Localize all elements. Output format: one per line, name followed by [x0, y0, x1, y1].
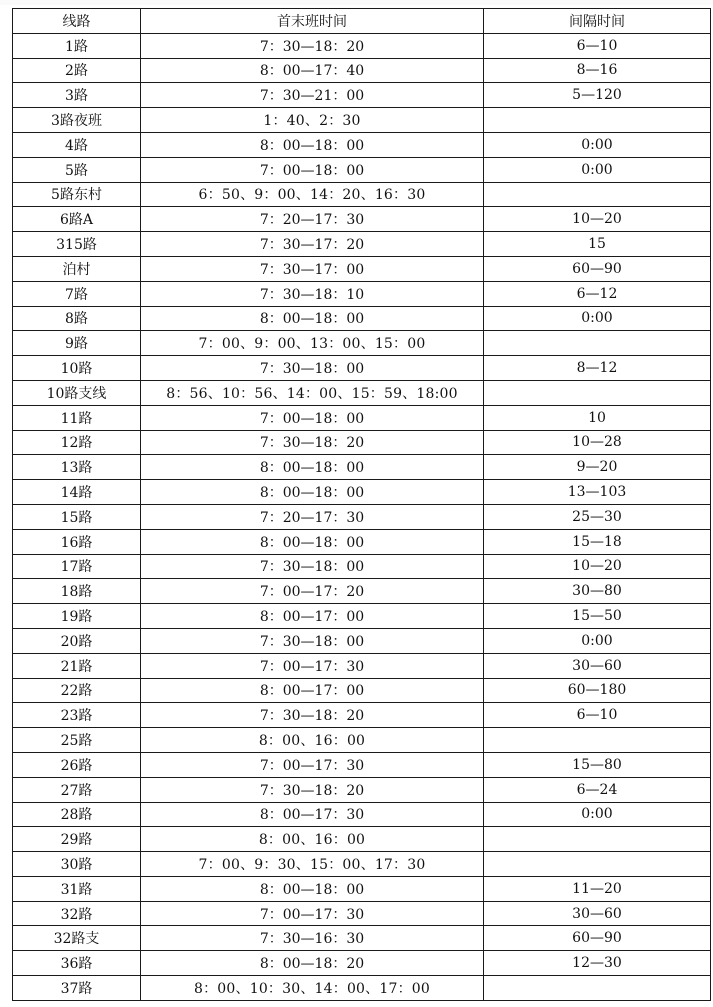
times-cell: 8：00—18：00 — [141, 306, 484, 331]
table-row — [13, 752, 711, 777]
route-cell: 32路支 — [13, 926, 141, 951]
route-cell: 26路 — [13, 752, 141, 777]
route-cell: 28路 — [13, 802, 141, 827]
interval-cell — [484, 380, 711, 405]
table-row — [13, 728, 711, 753]
table-row — [13, 83, 711, 108]
interval-cell: 15 — [484, 232, 711, 257]
interval-cell: 5—120 — [484, 83, 711, 108]
times-cell: 7：30—18：00 — [141, 554, 484, 579]
interval-cell: 30—60 — [484, 901, 711, 926]
table-row — [13, 256, 711, 281]
times-cell: 7：30—18：10 — [141, 281, 484, 306]
interval-cell: 30—80 — [484, 579, 711, 604]
interval-cell: 0:00 — [484, 157, 711, 182]
times-cell: 7：30—18：00 — [141, 356, 484, 381]
table-row — [13, 827, 711, 852]
interval-cell: 10—20 — [484, 554, 711, 579]
header-times: 首末班时间 — [141, 9, 484, 34]
times-cell: 8：00—17：00 — [141, 678, 484, 703]
table-row — [13, 58, 711, 83]
table-row — [13, 554, 711, 579]
times-cell: 7：20—17：30 — [141, 504, 484, 529]
times-cell: 8：00—18：20 — [141, 951, 484, 976]
interval-cell: 10—28 — [484, 430, 711, 455]
table-row — [13, 207, 711, 232]
interval-cell: 10—20 — [484, 207, 711, 232]
times-cell: 8：00、16：00 — [141, 827, 484, 852]
times-cell: 7：00、9：00、13：00、15：00 — [141, 331, 484, 356]
times-cell: 7：00—17：30 — [141, 901, 484, 926]
route-cell: 25路 — [13, 728, 141, 753]
route-cell: 31路 — [13, 876, 141, 901]
interval-cell: 15—80 — [484, 752, 711, 777]
times-cell: 8：00—17：40 — [141, 58, 484, 83]
interval-cell: 60—90 — [484, 926, 711, 951]
interval-cell: 9—20 — [484, 455, 711, 480]
route-cell: 30路 — [13, 852, 141, 877]
times-cell: 1：40、2：30 — [141, 108, 484, 133]
route-cell: 20路 — [13, 628, 141, 653]
times-cell: 8：00—18：00 — [141, 876, 484, 901]
route-cell: 3路 — [13, 83, 141, 108]
table-row — [13, 232, 711, 257]
interval-cell — [484, 827, 711, 852]
route-cell: 19路 — [13, 604, 141, 629]
interval-cell: 6—12 — [484, 281, 711, 306]
times-cell: 7：30—18：00 — [141, 628, 484, 653]
interval-cell: 12—30 — [484, 951, 711, 976]
route-cell: 5路 — [13, 157, 141, 182]
times-cell: 6：50、9：00、14：20、16：30 — [141, 182, 484, 207]
table-row — [13, 802, 711, 827]
table-row — [13, 455, 711, 480]
table-row — [13, 33, 711, 58]
route-cell: 10路 — [13, 356, 141, 381]
times-cell: 7：30—21：00 — [141, 83, 484, 108]
table-row — [13, 976, 711, 1001]
route-cell: 4路 — [13, 132, 141, 157]
times-cell: 7：00—18：00 — [141, 405, 484, 430]
interval-cell: 25—30 — [484, 504, 711, 529]
interval-cell — [484, 182, 711, 207]
route-cell: 17路 — [13, 554, 141, 579]
interval-cell: 60—180 — [484, 678, 711, 703]
route-cell: 9路 — [13, 331, 141, 356]
route-cell: 12路 — [13, 430, 141, 455]
times-cell: 7：30—18：20 — [141, 703, 484, 728]
interval-cell — [484, 976, 711, 1001]
route-cell: 7路 — [13, 281, 141, 306]
times-cell: 8：00—18：00 — [141, 455, 484, 480]
interval-cell: 13—103 — [484, 480, 711, 505]
interval-cell — [484, 108, 711, 133]
interval-cell: 30—60 — [484, 653, 711, 678]
times-cell: 7：00—17：20 — [141, 579, 484, 604]
times-cell: 8：00—17：00 — [141, 604, 484, 629]
top-edge-strip — [0, 0, 713, 5]
table-row — [13, 876, 711, 901]
route-cell: 3路夜班 — [13, 108, 141, 133]
table-row — [13, 430, 711, 455]
table-row — [13, 852, 711, 877]
route-cell: 18路 — [13, 579, 141, 604]
route-cell: 15路 — [13, 504, 141, 529]
route-cell: 10路支线 — [13, 380, 141, 405]
route-cell: 29路 — [13, 827, 141, 852]
times-cell: 7：30—16：30 — [141, 926, 484, 951]
times-cell: 7：30—17：20 — [141, 232, 484, 257]
interval-cell — [484, 852, 711, 877]
times-cell: 8：00、16：00 — [141, 728, 484, 753]
table-row — [13, 628, 711, 653]
route-cell: 14路 — [13, 480, 141, 505]
table-row — [13, 132, 711, 157]
interval-cell — [484, 728, 711, 753]
route-cell: 13路 — [13, 455, 141, 480]
table-row — [13, 926, 711, 951]
table-row — [13, 703, 711, 728]
table-row — [13, 306, 711, 331]
interval-cell: 60—90 — [484, 256, 711, 281]
interval-cell: 0:00 — [484, 628, 711, 653]
route-cell: 16路 — [13, 529, 141, 554]
route-cell: 1路 — [13, 33, 141, 58]
bus-schedule-table — [12, 8, 711, 1001]
times-cell: 7：20—17：30 — [141, 207, 484, 232]
interval-cell: 10 — [484, 405, 711, 430]
interval-cell: 15—18 — [484, 529, 711, 554]
times-cell: 8：00、10：30、14：00、17：00 — [141, 976, 484, 1001]
times-cell: 7：30—18：20 — [141, 33, 484, 58]
route-cell: 6路A — [13, 207, 141, 232]
times-cell: 8：56、10：56、14：00、15：59、18:00 — [141, 380, 484, 405]
interval-cell: 11—20 — [484, 876, 711, 901]
table-row — [13, 653, 711, 678]
table-row — [13, 604, 711, 629]
route-cell: 8路 — [13, 306, 141, 331]
table-row — [13, 380, 711, 405]
table-row — [13, 331, 711, 356]
table-row — [13, 901, 711, 926]
route-cell: 11路 — [13, 405, 141, 430]
interval-cell: 0:00 — [484, 802, 711, 827]
route-cell: 2路 — [13, 58, 141, 83]
times-cell: 8：00—17：30 — [141, 802, 484, 827]
times-cell: 8：00—18：00 — [141, 132, 484, 157]
times-cell: 7：30—18：20 — [141, 777, 484, 802]
table-row — [13, 579, 711, 604]
header-route: 线路 — [13, 9, 141, 34]
table-row — [13, 678, 711, 703]
times-cell: 7：30—18：20 — [141, 430, 484, 455]
times-cell: 7：30—17：00 — [141, 256, 484, 281]
table-row — [13, 157, 711, 182]
table-row — [13, 182, 711, 207]
times-cell: 7：00—17：30 — [141, 653, 484, 678]
times-cell: 8：00—18：00 — [141, 529, 484, 554]
times-cell: 7：00—18：00 — [141, 157, 484, 182]
table-row — [13, 480, 711, 505]
route-cell: 27路 — [13, 777, 141, 802]
route-cell: 32路 — [13, 901, 141, 926]
route-cell: 21路 — [13, 653, 141, 678]
table-row — [13, 504, 711, 529]
times-cell: 7：00—17：30 — [141, 752, 484, 777]
table-row — [13, 108, 711, 133]
header-interval: 间隔时间 — [484, 9, 711, 34]
interval-cell: 15—50 — [484, 604, 711, 629]
interval-cell: 6—10 — [484, 703, 711, 728]
interval-cell: 0:00 — [484, 132, 711, 157]
interval-cell: 8—16 — [484, 58, 711, 83]
interval-cell — [484, 331, 711, 356]
table-row — [13, 405, 711, 430]
route-cell: 37路 — [13, 976, 141, 1001]
route-cell: 泊村 — [13, 256, 141, 281]
interval-cell: 6—24 — [484, 777, 711, 802]
header-row — [13, 9, 711, 34]
table-row — [13, 356, 711, 381]
table-row — [13, 951, 711, 976]
route-cell: 315路 — [13, 232, 141, 257]
schedule-body — [13, 33, 711, 1000]
route-cell: 5路东村 — [13, 182, 141, 207]
table-row — [13, 529, 711, 554]
times-cell: 7：00、9：30、15：00、17：30 — [141, 852, 484, 877]
table-row — [13, 281, 711, 306]
interval-cell: 0:00 — [484, 306, 711, 331]
table-row — [13, 777, 711, 802]
interval-cell: 8—12 — [484, 356, 711, 381]
route-cell: 36路 — [13, 951, 141, 976]
interval-cell: 6—10 — [484, 33, 711, 58]
route-cell: 22路 — [13, 678, 141, 703]
times-cell: 8：00—18：00 — [141, 480, 484, 505]
route-cell: 23路 — [13, 703, 141, 728]
